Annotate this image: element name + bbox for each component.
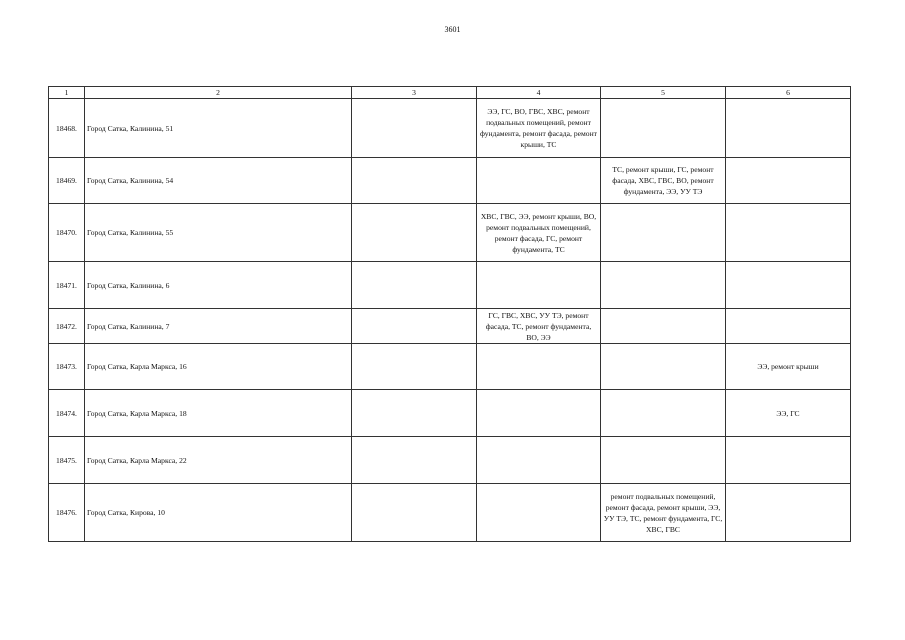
cell-col4 xyxy=(477,390,601,437)
row-number: 18471. xyxy=(49,262,85,309)
cell-col3 xyxy=(352,344,477,390)
cell-col6: ЭЭ, ремонт крыши xyxy=(726,344,851,390)
cell-col5 xyxy=(601,437,726,484)
cell-col6 xyxy=(726,437,851,484)
cell-col3 xyxy=(352,204,477,262)
address-cell: Город Сатка, Карла Маркса, 16 xyxy=(85,344,352,390)
address-cell: Город Сатка, Карла Маркса, 22 xyxy=(85,437,352,484)
column-header: 4 xyxy=(477,87,601,99)
column-header: 5 xyxy=(601,87,726,99)
address-cell: Город Сатка, Калинина, 7 xyxy=(85,309,352,344)
row-number: 18473. xyxy=(49,344,85,390)
address-cell: Город Сатка, Кирова, 10 xyxy=(85,484,352,542)
cell-col6 xyxy=(726,99,851,158)
column-header: 6 xyxy=(726,87,851,99)
table-row xyxy=(49,484,851,542)
cell-col4 xyxy=(477,437,601,484)
table-row xyxy=(49,262,851,309)
cell-col4 xyxy=(477,158,601,204)
table-row xyxy=(49,204,851,262)
column-header: 2 xyxy=(85,87,352,99)
cell-col5 xyxy=(601,390,726,437)
cell-col5 xyxy=(601,344,726,390)
cell-col3 xyxy=(352,262,477,309)
cell-col3 xyxy=(352,99,477,158)
cell-col3 xyxy=(352,390,477,437)
address-cell: Город Сатка, Карла Маркса, 18 xyxy=(85,390,352,437)
address-cell: Город Сатка, Калинина, 55 xyxy=(85,204,352,262)
cell-col6 xyxy=(726,158,851,204)
works-table xyxy=(48,86,851,542)
cell-col4: ГС, ГВС, ХВС, УУ ТЭ, ремонт фасада, ТС, ремонт фундамента, ВО, ЭЭ xyxy=(477,309,601,344)
cell-col6: ЭЭ, ГС xyxy=(726,390,851,437)
row-number: 18468. xyxy=(49,99,85,158)
address-cell: Город Сатка, Калинина, 54 xyxy=(85,158,352,204)
table-row xyxy=(49,344,851,390)
cell-col3 xyxy=(352,484,477,542)
cell-col5 xyxy=(601,99,726,158)
table-row xyxy=(49,390,851,437)
table-row xyxy=(49,309,851,344)
cell-col5 xyxy=(601,309,726,344)
table-row xyxy=(49,99,851,158)
address-cell: Город Сатка, Калинина, 6 xyxy=(85,262,352,309)
cell-col5: ремонт подвальных помещений, ремонт фасада, ремонт крыши, ЭЭ, УУ ТЭ, ТС, ремонт фундамента, ГС, ХВС, ГВС xyxy=(601,484,726,542)
cell-col4 xyxy=(477,484,601,542)
cell-col3 xyxy=(352,437,477,484)
column-header: 3 xyxy=(352,87,477,99)
row-number: 18475. xyxy=(49,437,85,484)
cell-col3 xyxy=(352,309,477,344)
cell-col4: ЭЭ, ГС, ВО, ГВС, ХВС, ремонт подвальных помещений, ремонт фундамента, ремонт фасада, ремонт крыши, ТС xyxy=(477,99,601,158)
row-number: 18472. xyxy=(49,309,85,344)
cell-col4 xyxy=(477,262,601,309)
header-row xyxy=(49,87,851,99)
cell-col6 xyxy=(726,484,851,542)
cell-col6 xyxy=(726,204,851,262)
address-cell: Город Сатка, Калинина, 51 xyxy=(85,99,352,158)
column-header: 1 xyxy=(49,87,85,99)
cell-col6 xyxy=(726,309,851,344)
cell-col5: ТС, ремонт крыши, ГС, ремонт фасада, ХВС, ГВС, ВО, ремонт фундамента, ЭЭ, УУ ТЭ xyxy=(601,158,726,204)
cell-col4: ХВС, ГВС, ЭЭ, ремонт крыши, ВО, ремонт подвальных помещений, ремонт фасада, ГС, ремонт фундамента, ТС xyxy=(477,204,601,262)
row-number: 18470. xyxy=(49,204,85,262)
cell-col5 xyxy=(601,204,726,262)
cell-col6 xyxy=(726,262,851,309)
cell-col5 xyxy=(601,262,726,309)
row-number: 18476. xyxy=(49,484,85,542)
cell-col3 xyxy=(352,158,477,204)
row-number: 18469. xyxy=(49,158,85,204)
table-row xyxy=(49,158,851,204)
page-number: 3601 xyxy=(444,25,461,34)
table-row xyxy=(49,437,851,484)
cell-col4 xyxy=(477,344,601,390)
row-number: 18474. xyxy=(49,390,85,437)
